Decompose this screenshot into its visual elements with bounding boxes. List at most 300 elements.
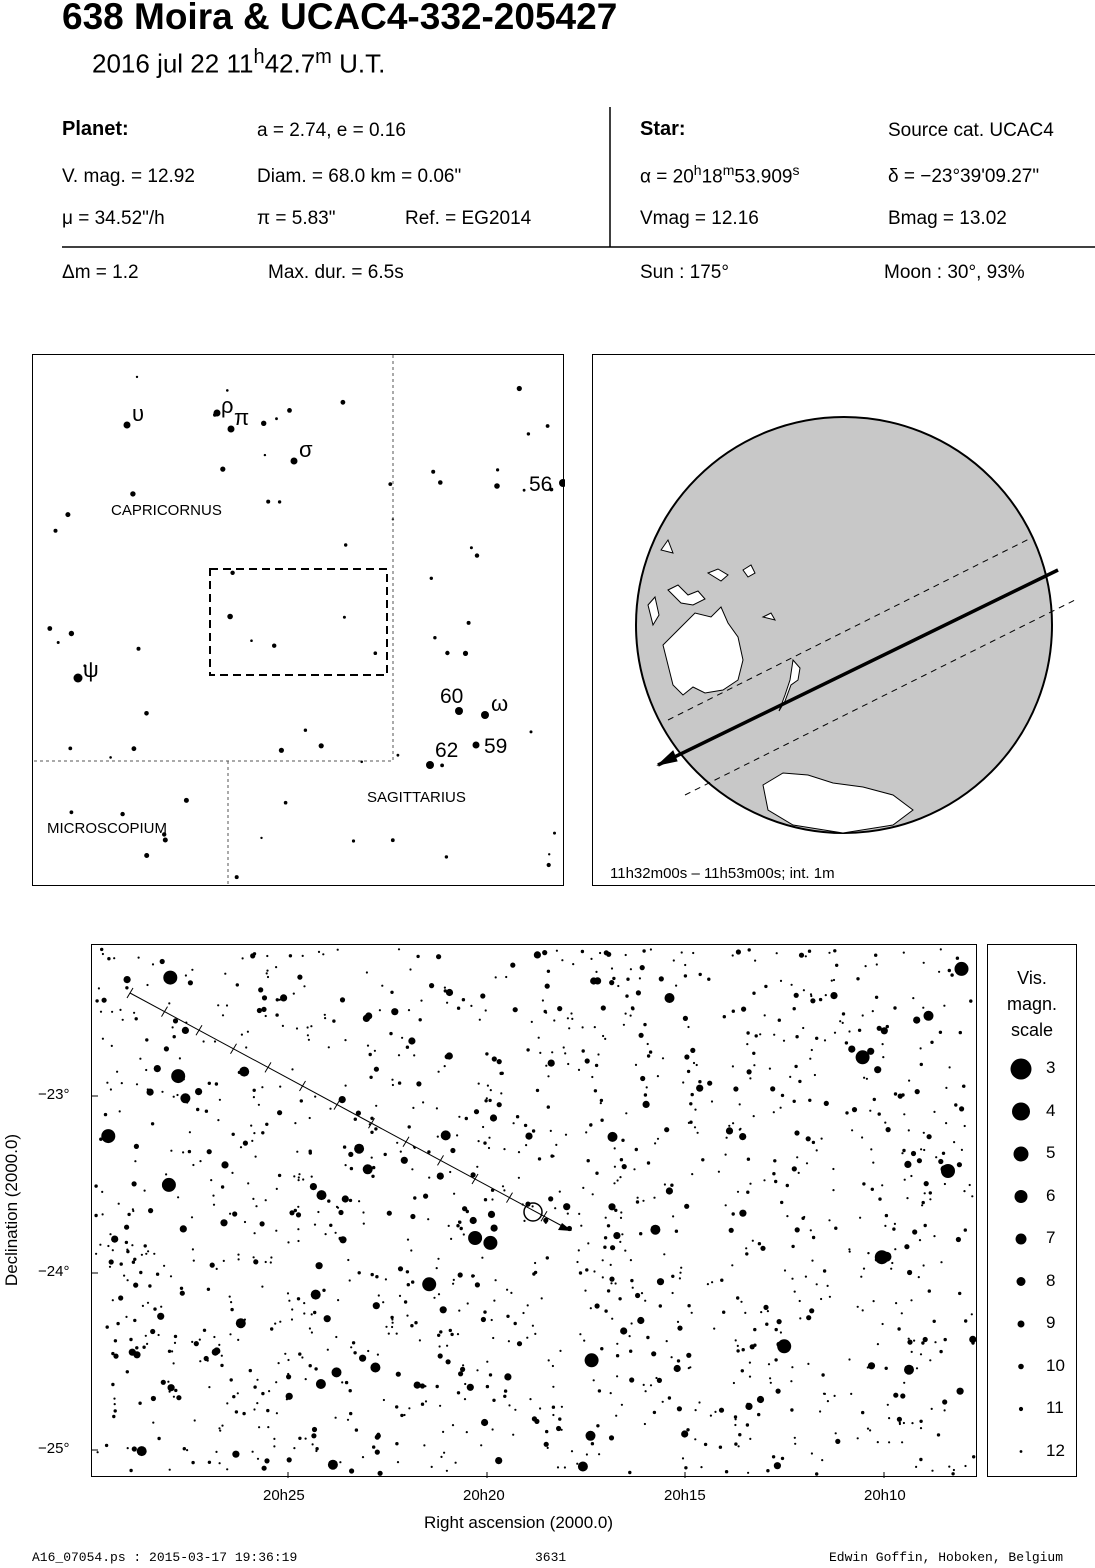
sky-star: [586, 1453, 588, 1455]
sky-star: [848, 1046, 855, 1053]
sky-star: [253, 1408, 255, 1410]
sky-star: [641, 1292, 643, 1294]
finder-star: [426, 761, 434, 769]
sky-star: [929, 1191, 932, 1194]
sky-star: [732, 954, 734, 956]
sky-star: [490, 1114, 497, 1121]
sky-star: [922, 1201, 925, 1204]
sky-star: [892, 1227, 895, 1230]
sky-star: [132, 1261, 135, 1264]
moon-info: Moon : 30°, 93%: [884, 262, 1025, 283]
sky-star: [707, 1081, 712, 1086]
sky-star: [135, 1346, 138, 1349]
sky-star: [630, 1259, 632, 1261]
sky-star: [923, 1337, 928, 1342]
sky-star: [592, 1193, 594, 1195]
sky-star: [929, 1198, 931, 1200]
sky-star: [113, 957, 115, 959]
sky-star: [367, 1045, 369, 1047]
sky-star: [653, 1411, 656, 1414]
sky-star: [410, 1324, 413, 1327]
track-tick: [127, 988, 133, 998]
sky-star: [265, 1015, 267, 1017]
sky-star: [467, 1384, 474, 1391]
sky-star: [208, 1386, 210, 1388]
sky-star: [614, 1166, 616, 1168]
sky-star: [600, 1099, 603, 1102]
sky-star: [486, 1361, 488, 1363]
sky-star: [114, 1403, 116, 1405]
sky-star: [407, 1283, 410, 1286]
sky-star: [781, 1094, 784, 1097]
sky-star: [969, 1184, 971, 1186]
sky-star: [125, 1241, 128, 1244]
sky-star: [231, 1172, 233, 1174]
sky-star: [696, 1064, 698, 1066]
sky-star: [458, 1272, 463, 1277]
sky-star: [890, 1268, 892, 1270]
sky-star: [275, 1381, 277, 1383]
sky-star: [570, 1012, 572, 1014]
sky-star: [939, 1031, 942, 1034]
sky-star: [362, 1456, 364, 1458]
sky-star: [778, 1019, 781, 1022]
sky-star: [816, 1149, 818, 1151]
sky-star: [886, 1127, 891, 1132]
sky-star: [353, 1351, 356, 1354]
sky-star: [783, 1040, 785, 1042]
sky-star: [480, 1444, 482, 1446]
sky-star: [873, 1300, 875, 1302]
track-tick: [438, 1155, 444, 1165]
sky-star: [261, 1007, 266, 1012]
sky-star: [183, 1447, 186, 1450]
sky-star: [352, 1341, 355, 1344]
sky-star: [150, 1329, 155, 1334]
sky-star: [109, 1233, 111, 1235]
sky-star: [199, 1360, 201, 1362]
sky-star: [623, 1024, 625, 1026]
finder-star: [266, 500, 270, 504]
sky-star: [578, 1213, 580, 1215]
sky-star: [604, 1309, 607, 1312]
sky-star: [557, 1006, 562, 1011]
sky-star: [726, 1127, 733, 1134]
sky-star: [874, 1066, 881, 1073]
sky-star: [255, 1205, 257, 1207]
sky-star: [639, 1232, 642, 1235]
sky-star: [311, 1331, 313, 1333]
sky-star: [527, 1304, 529, 1306]
sky-star: [298, 1173, 300, 1175]
sky-star: [307, 1034, 309, 1036]
sky-star: [512, 1434, 514, 1436]
sky-star: [964, 1465, 966, 1467]
finder-star: [120, 812, 124, 816]
sky-star: [684, 964, 686, 966]
sky-star: [390, 991, 393, 994]
sky-star: [408, 1125, 411, 1128]
sky-star: [640, 965, 645, 970]
sky-star: [657, 1075, 659, 1077]
sky-star: [607, 1224, 610, 1227]
sky-star: [188, 980, 193, 985]
sky-star: [349, 1199, 352, 1202]
sky-star: [811, 1049, 813, 1051]
sky-star: [226, 1004, 228, 1006]
sky-star: [555, 1144, 557, 1146]
sky-star: [625, 954, 627, 956]
scale-mag-label: 7: [1046, 1228, 1056, 1247]
sky-star: [834, 1395, 836, 1397]
sky-star: [145, 1038, 148, 1041]
sky-star: [746, 1031, 749, 1034]
sky-star: [145, 1253, 147, 1255]
sky-star: [111, 1045, 113, 1047]
sky-star: [544, 1442, 549, 1447]
sky-star: [753, 1115, 755, 1117]
planet-diameter: Diam. = 68.0 km = 0.06": [257, 166, 462, 187]
sky-star: [894, 1092, 897, 1095]
sky-star: [488, 1211, 495, 1218]
sky-star: [637, 1197, 639, 1199]
sky-star: [439, 1330, 442, 1333]
sky-star: [440, 1456, 442, 1458]
sky-star: [774, 1462, 781, 1469]
sky-star: [679, 1272, 681, 1274]
sky-star: [123, 1275, 125, 1277]
sky-star: [400, 1151, 402, 1153]
sky-star: [586, 1431, 596, 1441]
sky-star: [635, 1293, 640, 1298]
sky-star: [740, 1301, 742, 1303]
star-source: Source cat. UCAC4: [888, 120, 1054, 141]
sky-star: [700, 1466, 702, 1468]
sky-star: [888, 1441, 890, 1443]
sky-star: [824, 1101, 829, 1106]
sky-star: [446, 989, 453, 996]
sky-star: [147, 1250, 149, 1252]
sky-star: [358, 1200, 360, 1202]
sky-star: [450, 1238, 452, 1240]
sky-star: [831, 980, 833, 982]
sky-star: [136, 1083, 138, 1085]
finder-star: [431, 470, 435, 474]
sky-star: [878, 1197, 881, 1200]
sky-star: [126, 1250, 129, 1253]
sky-star: [687, 1304, 690, 1307]
sky-star: [378, 1294, 380, 1296]
finder-star: [68, 747, 72, 751]
sky-star: [920, 1047, 922, 1049]
sky-star: [885, 1367, 888, 1370]
sky-star: [332, 1367, 342, 1377]
sky-star: [220, 1219, 227, 1226]
sky-star: [479, 1019, 481, 1021]
sky-star: [945, 1122, 947, 1124]
sky-star: [449, 1329, 452, 1332]
sky-star: [154, 1065, 161, 1072]
sky-star: [969, 1336, 976, 1343]
sky-star: [701, 1158, 704, 1161]
sky-star: [124, 976, 131, 983]
y-axis-label: Declination (2000.0): [2, 1133, 21, 1287]
sky-star: [585, 1058, 590, 1063]
sky-star: [643, 1101, 650, 1108]
sky-star: [734, 1424, 736, 1426]
sky-star: [324, 1315, 331, 1322]
sky-star: [349, 1389, 352, 1392]
sky-star: [286, 1398, 288, 1400]
sky-star: [687, 1070, 690, 1073]
sky-star: [226, 1402, 228, 1404]
sky-star: [505, 976, 507, 978]
sky-star: [491, 1198, 493, 1200]
sky-star: [612, 977, 615, 980]
sky-star: [615, 1282, 617, 1284]
sky-star: [927, 1134, 932, 1139]
sky-star: [694, 1438, 696, 1440]
sky-star: [757, 1396, 764, 1403]
sky-star: [455, 1462, 457, 1464]
sky-star: [646, 1336, 649, 1339]
sky-star: [798, 1080, 801, 1083]
sky-star: [920, 1427, 922, 1429]
sky-star: [806, 1162, 808, 1164]
sky-star: [436, 1385, 439, 1388]
sky-star: [354, 1118, 357, 1121]
sky-star: [673, 959, 675, 961]
sky-map-svg: [92, 945, 978, 1478]
sky-star: [111, 1236, 118, 1243]
sky-star: [329, 1224, 332, 1227]
sky-star: [485, 1052, 488, 1055]
sky-star: [571, 1018, 573, 1020]
sky-star: [186, 1449, 188, 1451]
sky-star: [811, 1452, 813, 1454]
sky-star: [930, 1041, 933, 1044]
scale-mag-label: 3: [1046, 1058, 1056, 1077]
sky-star: [399, 1295, 401, 1297]
sky-star: [262, 995, 267, 1000]
sky-star: [366, 1015, 368, 1017]
sky-star: [707, 978, 710, 981]
sky-star: [514, 1409, 516, 1411]
sky-star: [753, 1064, 755, 1066]
sky-star: [567, 1213, 569, 1215]
finder-star: [553, 832, 556, 835]
sky-star: [903, 1422, 905, 1424]
sky-star: [328, 1460, 338, 1470]
sky-star: [337, 1299, 339, 1301]
sky-star: [711, 1100, 713, 1102]
sky-star: [452, 1283, 454, 1285]
sky-star: [961, 1149, 963, 1151]
sky-star: [379, 1009, 381, 1011]
sky-star: [236, 983, 239, 986]
sky-star: [903, 1382, 905, 1384]
sky-star: [391, 1326, 393, 1328]
sky-star: [276, 1412, 278, 1414]
sky-star: [481, 1419, 488, 1426]
sky-star: [129, 1338, 132, 1341]
sky-star: [884, 1122, 886, 1124]
sky-star: [180, 1093, 190, 1103]
sky-star: [688, 1122, 690, 1124]
sky-star: [626, 978, 629, 981]
sky-star: [144, 1244, 147, 1247]
sky-star: [296, 1212, 301, 1217]
sky-star: [868, 1362, 875, 1369]
sky-star: [422, 1277, 436, 1291]
sky-star: [791, 1366, 793, 1368]
sky-star: [244, 1221, 246, 1223]
sky-star: [747, 1069, 752, 1074]
finder-star: [136, 376, 138, 378]
sky-star: [941, 1165, 948, 1172]
sky-star: [442, 1431, 444, 1433]
sky-star: [806, 1136, 811, 1141]
sky-star: [192, 1248, 194, 1250]
finder-star: [463, 651, 468, 656]
sky-star: [425, 1400, 427, 1402]
sky-star: [408, 1009, 410, 1011]
sky-star: [684, 974, 687, 977]
star-bmag: Bmag = 13.02: [888, 208, 1007, 229]
sky-star: [621, 1139, 624, 1142]
sky-star: [303, 1302, 305, 1304]
sky-star: [158, 1334, 160, 1336]
sky-star: [180, 1291, 185, 1296]
sky-star: [465, 1208, 467, 1210]
sky-star: [640, 1076, 645, 1081]
sky-star: [151, 1396, 156, 1401]
sky-star: [767, 1310, 769, 1312]
sky-star: [163, 971, 177, 985]
sky-star: [322, 1289, 325, 1292]
sky-star: [410, 1214, 415, 1219]
sky-star: [582, 1026, 584, 1028]
scale-mag-label: 5: [1046, 1143, 1056, 1162]
globe-svg: [593, 355, 1095, 887]
sky-star: [867, 1048, 874, 1055]
sky-star: [760, 1311, 762, 1313]
sky-star: [893, 1006, 896, 1009]
sky-star: [525, 1133, 532, 1140]
sky-star: [571, 1450, 573, 1452]
sky-star: [895, 1302, 897, 1304]
sky-star: [126, 1370, 129, 1373]
sky-star: [873, 1098, 876, 1101]
sky-star: [465, 1117, 468, 1120]
sky-star: [632, 1287, 634, 1289]
sky-star: [773, 1111, 775, 1113]
star-label-59: 59: [484, 735, 508, 758]
sky-star: [338, 1210, 343, 1215]
sky-star: [819, 1410, 821, 1412]
sky-star: [829, 1296, 831, 1298]
sky-star: [367, 1350, 369, 1352]
sky-star: [216, 1268, 218, 1270]
sky-star: [291, 1068, 293, 1070]
sky-star: [102, 953, 104, 955]
sky-star: [173, 1096, 175, 1098]
sky-star: [548, 1196, 553, 1201]
sky-star: [578, 1249, 580, 1251]
sky-star: [635, 1148, 638, 1151]
star-vmag: Vmag = 12.16: [640, 208, 759, 229]
sky-star: [243, 1141, 248, 1146]
sky-star: [377, 1354, 379, 1356]
sky-star: [222, 1014, 224, 1016]
sky-star: [253, 1259, 258, 1264]
sky-star: [267, 976, 269, 978]
sky-star: [109, 1259, 114, 1264]
sky-star: [881, 1184, 883, 1186]
sky-star: [261, 1086, 263, 1088]
sky-star: [649, 1050, 652, 1053]
sky-star: [221, 1185, 224, 1188]
sky-star: [776, 952, 778, 954]
sky-star: [373, 1302, 380, 1309]
sky-star: [621, 1404, 623, 1406]
sky-star: [400, 1414, 403, 1417]
sky-star: [595, 1172, 598, 1175]
sky-star: [210, 1263, 215, 1268]
sky-star: [218, 1427, 220, 1429]
finder-star: [130, 491, 135, 496]
sky-star: [484, 1099, 487, 1102]
sky-star: [624, 1250, 626, 1252]
sky-star: [337, 949, 339, 951]
scale-mag-label: 9: [1046, 1313, 1056, 1332]
sky-star: [502, 1185, 504, 1187]
finder-star: [496, 468, 499, 471]
sky-star: [867, 1252, 869, 1254]
sky-star: [302, 955, 304, 957]
sky-star: [808, 1099, 811, 1102]
sky-star: [714, 1411, 716, 1413]
sky-star: [842, 1012, 845, 1015]
sky-star: [470, 1005, 472, 1007]
sky-star: [590, 1123, 592, 1125]
sky-star: [170, 1150, 172, 1152]
sky-star: [416, 955, 419, 958]
sky-star: [423, 1444, 425, 1446]
sky-star: [350, 1346, 352, 1348]
sky-star: [395, 1442, 398, 1445]
sky-star: [807, 1363, 809, 1365]
sky-star: [607, 1289, 610, 1292]
sky-star: [956, 1237, 961, 1242]
sky-star: [824, 1039, 826, 1041]
sky-star: [106, 1325, 109, 1328]
sky-star: [111, 1383, 114, 1386]
sky-star: [940, 948, 942, 950]
sky-star: [595, 1064, 598, 1067]
sky-star: [359, 1355, 366, 1362]
sky-star: [733, 1382, 735, 1384]
sky-star: [476, 1166, 478, 1168]
sky-star: [545, 1065, 547, 1067]
globe-panel: [592, 354, 1095, 886]
sky-star: [682, 1457, 684, 1459]
scale-dot: [1014, 1147, 1029, 1162]
sky-star: [203, 1329, 206, 1332]
sky-star: [618, 1297, 621, 1300]
footer-file: A16_07054.ps : 2015-03-17 19:36:19: [32, 1550, 298, 1565]
sky-star: [547, 1105, 550, 1108]
